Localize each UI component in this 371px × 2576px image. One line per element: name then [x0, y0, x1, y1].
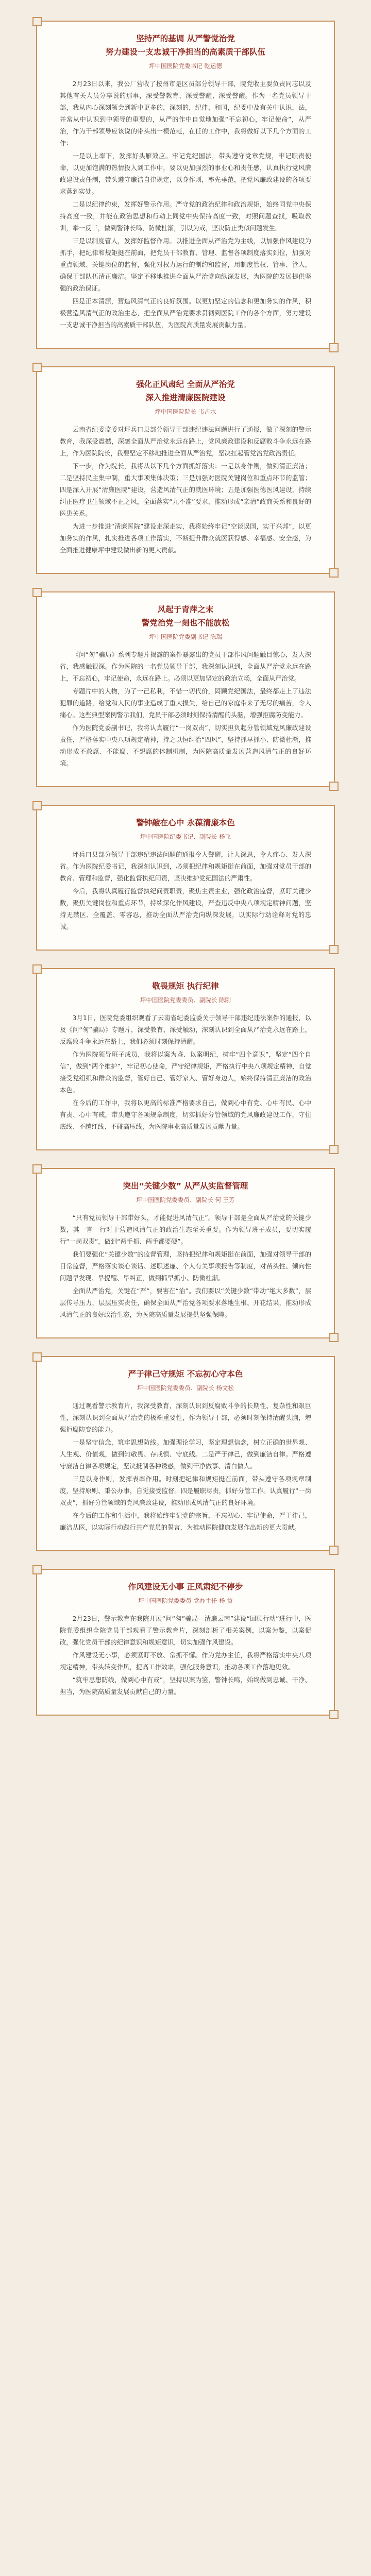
- article-title-line: 敬畏规矩 执行纪律: [152, 981, 219, 991]
- article-card: [36, 805, 335, 951]
- article-card: [36, 366, 335, 574]
- article-title: [60, 979, 311, 993]
- article-paragraph: 专题片中的人物，为了一己私利，不惜一切代价，罔顾党纪国法，最终都走上了违法犯罪的道路，给党和人民的事业造成了重大损失，给自己的家庭带来了无尽的痛苦，令人痛心。这些典型案例警示我们，党员干部必须时刻保持清醒的头脑，增强拒腐防变能力。: [60, 688, 311, 719]
- article-title-line: 突出“关键少数” 从严从实监督管理: [123, 1181, 248, 1191]
- article-title-line: 警钟敲在心中 永葆清廉本色: [136, 818, 235, 827]
- article-author: 坪中国医院院长 韦占水: [155, 408, 216, 415]
- article-title-line: 风起于青萍之末: [157, 605, 214, 614]
- article-paragraph: 为进一步推进“清廉医院”建设走深走实，我将始终牢记“空谈误国，实干兴邦”，以更加务实的作风，扎实推进各项工作落实，不断提升群众就医获得感、幸福感、安全感，为全面推进健康坪中建设做出新的更大贡献。: [60, 523, 311, 554]
- article-paragraph: 我们要强化“关键少数”的监督管理，坚持把纪律和规矩挺在前面，加强对领导干部的日常监督，严格落实谈心谈话、述职述廉、个人有关事项报告等制度，对苗头性、倾向性问题早发现、早提醒、早纠正，做到抓早抓小、防微杜渐。: [60, 1251, 311, 1282]
- article-paragraph: 今后，我将认真履行监督执纪问责职责，聚焦主责主业，强化政治监督，紧盯关键少数，聚焦关键岗位和重点环节，持续深化作风建设，严查违反中央八项规定精神问题，坚持无禁区、全覆盖、零容忍，推动全面从严治党向纵深发展，以实际行动诠释对党的忠诚。: [60, 888, 311, 930]
- article-card: [36, 21, 335, 349]
- article-title-line: 警党治党一刻也不能放松: [141, 618, 230, 628]
- article-paragraph: 《问“匆”骗局》系列专题片揭露的案件暴露出的党员干部作风问题触目惊心，发人深省，我感触很深。作为医院的一名党员领导干部，我深刻认识到，全面从严治党永远在路上，不忘初心，牢记使命，永远在路上。必须以更加坚定的政治立场，全面从严治党。: [60, 651, 311, 682]
- article-paragraph: 在今后的工作和生活中，我将始终牢记党的宗旨，不忘初心、牢记使命，严于律己，廉洁从医，以实际行动践行共产党员的誓言，为推动医院健康发展作出新的更大贡献。: [60, 1512, 311, 1531]
- article-title: [60, 816, 311, 829]
- article-paragraph: 四是正本清源，营造风清气正的良好氛围。以更加坚定的信念和更加务实的作风，积极营造风清气正的政治生态，把全面从严治党要求贯彻到医院工作的各个方面，努力建设一支忠诚干净担当的高素质干部队伍，为医院高质量发展贡献力量。: [60, 298, 311, 329]
- article-author: 坪中国医院纪委书记、副院长 杨飞: [140, 833, 231, 840]
- article-title-line: 坚持严的基调 从严警觉治党: [136, 34, 235, 43]
- article-paragraph: 下一步，作为院长，我将从以下几个方面抓好落实：一是以身作则，做到清正廉洁；二是坚持民主集中制，重大事项集体决策；三是加强对医院关键岗位和重点环节的监管；四是深入开展“清廉医院”建设，营造风清气正的就医环境；五是加强医德医风建设，持续纠正医疗卫生领域不正之风，全面落实“九不准”要求，推动形成“亲清”政商关系和良好的医患关系。: [60, 463, 311, 517]
- article-author: 坪中国医院党委副书记 陈瑞: [149, 633, 222, 640]
- article-paragraph: 云南省纪委监委对坪兵口县部分领导干部违纪违法问题进行了通报，做了深刻的警示教育，我深受震撼，深感全面从严治党永远在路上，党风廉政建设和反腐败斗争永远在路上，作为医院院长，我要坚定不移地推进全面从严治党，坚决扛起管党治党政治责任。: [60, 426, 311, 457]
- article-title-line: 严于律己守规矩 不忘初心守本色: [128, 1369, 243, 1379]
- article-card: [36, 968, 335, 1150]
- article-paragraph: 三是以身作则，发挥表率作用。时刻把纪律和规矩挺在前面，带头遵守各项规章制度，坚持原则、秉公办事，自觉接受监督。四是履职尽责，抓好分管工作。认真履行“一岗双责”，抓好分管领域的党风廉政建设，推动形成风清气正的良好环境。: [60, 1476, 311, 1506]
- article-paragraph: 2月23日，警示教育在我院开展“问“匆”骗局—清廉云南”建设“回顾行动”进行中，医院党委组织全院党员干部观看了警示教育片，深刻剖析了相关案例，以案为鉴，以案促改，强化党员干部的纪律意识和规矩意识，切实加强作风建设。: [60, 1615, 311, 1646]
- article-author: 坪中国医院党委委员、副院长 陈刚: [140, 996, 231, 1004]
- article-title: [60, 1367, 311, 1381]
- article-paragraph: “只有党员领导干部带好头，才能促进风清气正”。领导干部是全面从严治党的关键少数，其一言一行对于营造风清气正的政治生态至关重要。作为领导班子成员，要切实履行“一岗双责”，做到“两手抓、两手都要硬”。: [60, 1214, 311, 1245]
- article-paragraph: 在今后的工作中，我将以更高的标准严格要求自己，做到心中有党、心中有民、心中有责、心中有戒，带头遵守各项规章制度，切实抓好分管领域的党风廉政建设工作，守住底线、不越红线、不碰高压线，为医院事业高质量发展贡献力量。: [60, 1099, 311, 1130]
- article-paragraph: 作风建设无小事，必须紧盯不放、常抓不懈。作为党办主任，我将严格落实中央八项规定精神，带头转变作风，提高工作效率，强化服务意识，推动各项工作落地见效。: [60, 1652, 311, 1671]
- article-title: [60, 1179, 311, 1193]
- article-title: [60, 32, 311, 59]
- article-paragraph: 三是以制度管人，发挥好监督作用。以推进全面从严治党为主线，以加强作风建设为抓手，把纪律和规矩挺在前面，把党员干部教育、管理、监督各项制度落实到位，加强对重点领域、关键岗位的监督，强化对权力运行的制约和监督，用制度管权、管事、管人，确保干部队伍清正廉洁。坚定不移地推进全面从严治党向纵深发展，为医院的发展提供坚强的政治保证。: [60, 238, 311, 292]
- article-paragraph: 二是以纪律约束，发挥好警示作用。严守党的政治纪律和政治规矩，始终同党中央保持高度一致，并能在政治思想和行动上同党中央保持高度一致，对照问题查找，吸取教训，举一反三，做到警钟长鸣，防微杜渐，引以为戒，坚决防止类似问题发生。: [60, 201, 311, 232]
- article-paragraph: 作为医院党委副书记，我将认真履行“一岗双责”，切实担负起分管领域党风廉政建设责任，严格落实中央八项规定精神，持之以恒纠治“四风”，坚持抓早抓小、防微杜渐，推动形成不敢腐、不能腐、不想腐的体制机制，为医院高质量发展营造风清气正的良好环境。: [60, 724, 311, 767]
- article-author: 坪中国医院党委书记 乾运德: [149, 62, 222, 70]
- article-author: 坪中国医院党委委员、副院长 何 王芳: [136, 1196, 235, 1204]
- article-paragraph: 3月1日，医院党委组织观看了云南省纪委监委关于领导干部违纪违法案件的通报，以及《问“匆”骗局》专题片，深受教育、深受触动，深刻认识到全面从严治党永远在路上，反腐败斗争永远在路上，我们必须时刻保持清醒。: [60, 1014, 311, 1045]
- article-card: [36, 1569, 335, 1716]
- article-title-line: 努力建设一支忠诚干净担当的高素质干部队伍: [105, 47, 265, 57]
- article-title: [60, 603, 311, 630]
- article-paragraph: 全面从严治党，关键在“严”，要害在“治”。我们要以“关键少数”带动“绝大多数”，层层传导压力，层层压实责任，确保全面从严治党各项要求落地生根、开花结果，推动形成风清气正的良好政治生态，为医院高质量发展提供坚强保障。: [60, 1287, 311, 1318]
- article-paragraph: 通过观看警示教育片，我深受教育，深刻认识到反腐败斗争的长期性、复杂性和艰巨性，深刻认识到全面从严治党的极端重要性，作为领导干部，必须时刻保持清醒头脑，增强拒腐防变的能力。: [60, 1402, 311, 1433]
- article-title: [60, 378, 311, 404]
- article-paragraph: 2月23日以来，我公厂营收了按州市是区员部分领导干部，院党收主要负责同志以及其他有关人员分享说的那事，深受警教育、深受警醒、深受警醒。作为一名党员领导干部，我从内心深刻领会到新中更多的，深刻的，纪律，和国，纪委中及有关中认识，法，并常从中认识到中领导的重要的，从严的作中自觉地加强“不忘初心，牢记使命”，从严治，作为干部领导应该说的带头出一模范范，在任的工作中，我将做好以下几个方面的工作：: [60, 80, 311, 147]
- article-author: 坪中国医院党委委员、副院长 杨文松: [137, 1384, 234, 1392]
- article-paragraph: 作为医院领导班子成员，我将以案为鉴、以案明纪，树牢“四个意识”，坚定“四个自信”，做到“两个维护”，牢记初心使命，严守纪律规矩，严格执行中央八项规定精神，自觉接受党组织和群众的监督，管好自己、管好家人、管好身边人，始终保持清正廉洁的政治本色。: [60, 1051, 311, 1094]
- article-paragraph: 一是坚守信念，筑牢思想防线。加强理论学习，坚定理想信念，树立正确的世界观、人生观、价值观，做到知敬畏、存戒惧、守底线。二是严于律己，做到廉洁自律。严格遵守廉洁自律各项规定，坚决抵制各种诱惑，做到干净做事、清白做人。: [60, 1439, 311, 1470]
- article-card: [36, 1168, 335, 1338]
- article-title-line: 深入推进清廉医院建设: [145, 393, 226, 402]
- article-paragraph: 坪兵口县部分领导干部违纪违法问题的通报令人警醒，让人深思，令人痛心、发人深省。作为医院纪委书记，我深刻认识到，必须把纪律和规矩挺在前面，加强对党员干部的教育、管理和监督，强化监督执纪问责，坚决维护党纪国法的严肃性。: [60, 851, 311, 882]
- article-card: [36, 591, 335, 787]
- article-title-line: 强化正风肃纪 全面从严治党: [136, 380, 235, 389]
- article-title: [60, 1580, 311, 1594]
- article-author: 坪中国医院党委委员 党办主任 杨 益: [138, 1597, 233, 1604]
- article-card: [36, 1356, 335, 1551]
- article-paragraph: “筑牢思想防线，做到心中有戒”，坚持以案为鉴，警钟长鸣，始终做到忠诚、干净、担当，为医院高质量发展贡献自己的力量。: [60, 1676, 311, 1696]
- article-title-line: 作风建设无小事 正风肃纪不停步: [128, 1582, 243, 1591]
- article-paragraph: 一是以上率下，发挥好头雁效应。牢记党纪国法，带头遵守党章党规，牢记职责使命，以更加饱满的热情投入到工作中，要以更加强烈的事业心和责任感，认真执行党风廉政建设责任制，带头遵守廉洁自律规定，以身作则，率先垂范，把党风廉政建设的各项要求落到实处。: [60, 152, 311, 195]
